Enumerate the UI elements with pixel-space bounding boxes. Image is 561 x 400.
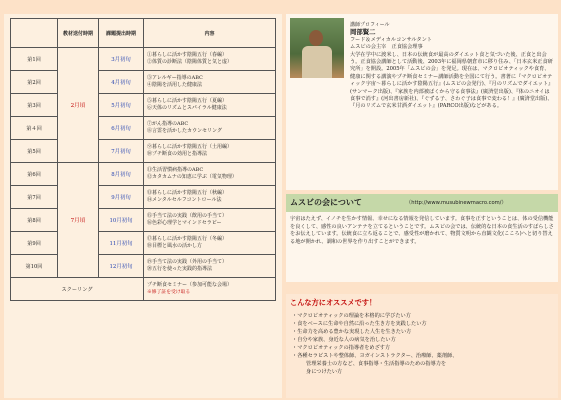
content-line: ④陰陽を活用した健康法: [147, 82, 203, 88]
schooling-note: ※修了証を受け取る: [147, 290, 191, 295]
month-label: 10月初旬: [99, 209, 144, 232]
round-label: 第1回: [11, 48, 58, 71]
content-line: ②体質の診断法（陰陽体質と気と虚）: [147, 59, 233, 65]
content-line: ⑫カタカムナの知恵に学ぶ（電気物理）: [147, 174, 237, 180]
month-label: 12月初旬: [99, 255, 144, 278]
schooling-row: [11, 278, 276, 301]
content-line: ⑥天体のリズムとスパイラル健康法: [147, 105, 227, 111]
table-row: [11, 186, 276, 209]
list-item-continuation: [292, 360, 554, 368]
content-line: ⑬暮らしに活かす陰陽五行（秋編）: [147, 189, 228, 196]
month-label: 3月初旬: [99, 48, 144, 71]
period-label: 2月頃: [58, 48, 99, 163]
content-line: ⑰暮らしに活かす陰陽五行（冬編）: [147, 235, 228, 242]
round-label: 第４回: [11, 117, 58, 140]
photo-head: [309, 30, 323, 46]
recommend-title: こんな方にオススメです！: [290, 298, 377, 307]
list-item: ・食をベースに生命や自然に沿った生き方を実践したい方: [292, 321, 427, 327]
period-label: 7月頃: [58, 163, 99, 278]
month-label: 5月初旬: [99, 94, 144, 117]
content-line: ⑱目標と風水の活かし方: [147, 243, 203, 249]
instructor-name: 岡部賢二: [350, 28, 376, 37]
content-line: ⑩プチ断食の効用と指導法: [147, 151, 208, 157]
content-line: ①暮らしに活かす陰陽五行（春編）: [147, 51, 228, 58]
table-row: [11, 71, 276, 94]
round-label: 第10回: [11, 255, 58, 278]
header-round: [11, 19, 58, 48]
schedule-table: [10, 18, 276, 301]
profile-body: 大学在学中に渡米し、日本の伝統食が最高のダイエット食と気づいた後、正食と出会う。正食協会講師として活動後、2003年に福岡県朝倉市に移り住み、「日本玄米正食研究所」を開設。2005年「ムスビの会」を発足。現在は、マクロビオティックや食育、健康に関する講演やプチ断食セミナー講師活動を全国にて行う。書著に『マクロビオティック宇宙〜暮らしに活かす陰陽五行』(ムスビの会発行)、『月のリズムでダイエット』(サンマーク出版)、『家族を内部被ばくから守る食事法』(廣済堂出版)、『体のニオイは食事で消す』(河出書房新社)、『ぐずる子、さわぐ子は食事で変わる！』(廣済堂出版)、『月のリズムで玄米甘酒ダイエット』(PARCO出版)などがある。: [350, 51, 554, 110]
content-line: ⑤暮らしに活かす陰陽五行（夏編）: [147, 97, 228, 104]
round-label: 第5回: [11, 140, 58, 163]
list-item: ・各種セラピストや整体師、ヨガインストラクター、治療師、薬剤師、: [292, 353, 458, 359]
content-line: ⑦がん指導のABC: [147, 120, 189, 127]
month-label: 6月初旬: [99, 117, 144, 140]
table-row: [11, 163, 276, 186]
header-content: 内容: [144, 19, 276, 48]
content-cell: [144, 140, 276, 163]
round-label: 第6回: [11, 163, 58, 186]
table-row: [11, 232, 276, 255]
instructor-title-1: フード＆メディカルコンサルタント: [350, 36, 432, 43]
round-label: 第9回: [11, 232, 58, 255]
content-line: ⑯色彩心理学とマインドセラピー: [147, 220, 222, 226]
schedule-panel: [4, 14, 282, 398]
content-line: ⑳五行を使った実践的指導法: [147, 266, 213, 272]
profile-text: [350, 22, 554, 111]
content-cell: [144, 71, 276, 94]
content-line: ⑨暮らしに活かす陰陽五行（土用編）: [147, 143, 233, 150]
table-row: [11, 209, 276, 232]
musubi-header: [286, 194, 558, 212]
content-cell: [144, 209, 276, 232]
content-line: ⑧言霊を活かしたカウンセリング: [147, 128, 222, 134]
instructor-photo: [290, 18, 344, 78]
musubi-body: 宇宙はたえず、イノチを生かす情報、幸せになる情報を発信しています。食事を正すということは、体の受信機能を良くして、感性の良いアンテナを立てるということです。ムスビの会では、伝統的な日本の食生活のすばらしさをお伝えしています。伝統食に立ち返ることで、感受性が磨かれて、物質文明から直観文化(こころ)へと切り替える地が開かれ、調和の世界を作り出すことができます。: [290, 216, 554, 245]
recommend-section: [286, 294, 558, 398]
content-line: ③アレルギー指導のABC: [147, 74, 203, 81]
content-cell: [144, 94, 276, 117]
musubi-section: [286, 194, 558, 282]
table-row: [11, 117, 276, 140]
profile-heading: 講師プロフィール: [350, 22, 390, 28]
content-cell: [144, 163, 276, 186]
content-line: ⑲手当て法の実践（外用の手当て）: [147, 258, 228, 265]
recommend-list: [292, 312, 554, 376]
right-panel: [286, 14, 558, 398]
musubi-title: ムスビの会について: [290, 197, 362, 207]
month-label: 7月初旬: [99, 140, 144, 163]
month-label: 4月初旬: [99, 71, 144, 94]
round-label: 第2回: [11, 71, 58, 94]
schooling-cell: [144, 278, 276, 301]
list-item: ・マクロビオティックの理論を本格的に学びたい方: [292, 313, 411, 319]
month-label: 9月初旬: [99, 186, 144, 209]
content-line: ⑪生活習慣病指導のABC: [147, 166, 204, 173]
schooling-text: プチ断食セミナー（参加可能な会場）: [147, 281, 233, 288]
instructor-title-2: ムスビの会主宰 正食協会理事: [350, 44, 423, 51]
profile-section: [286, 14, 558, 190]
continuation-line: 管理栄養士の方など、食事指導・生活指導のための指導力を: [306, 361, 447, 367]
header-month: 課題提出時期: [99, 19, 144, 48]
list-item: ・マクロビオティックの指導者をめざす方: [292, 345, 391, 351]
list-item: ・生命力を高める豊かな実現した人生を生きたい方: [292, 329, 412, 335]
content-cell: [144, 117, 276, 140]
table-row: [11, 140, 276, 163]
content-line: ⑭メンタルセルフコントロール法: [147, 197, 222, 203]
photo-torso: [302, 46, 332, 78]
round-label: 第3回: [11, 94, 58, 117]
content-cell: [144, 255, 276, 278]
content-cell: [144, 186, 276, 209]
musubi-url-link[interactable]: （http://www.musubinewmacro.com/）: [406, 200, 507, 206]
month-label: 11月初旬: [99, 232, 144, 255]
header-period: 教材送付時期: [58, 19, 99, 48]
round-label: 第8回: [11, 209, 58, 232]
content-line: ⑮手当て法の実践（飲用の手当て）: [147, 212, 228, 219]
list-item: ・自分や家族、身近な人の病気を治したい方: [292, 337, 396, 343]
content-cell: [144, 232, 276, 255]
round-label: 第7回: [11, 186, 58, 209]
month-label: 8月初旬: [99, 163, 144, 186]
schooling-label: スクーリング: [11, 278, 144, 301]
continuation-line: 身につけたい方: [306, 369, 343, 375]
list-item-continuation: [292, 368, 554, 376]
table-row: [11, 48, 276, 71]
table-row: [11, 94, 276, 117]
table-row: [11, 255, 276, 278]
content-cell: [144, 48, 276, 71]
